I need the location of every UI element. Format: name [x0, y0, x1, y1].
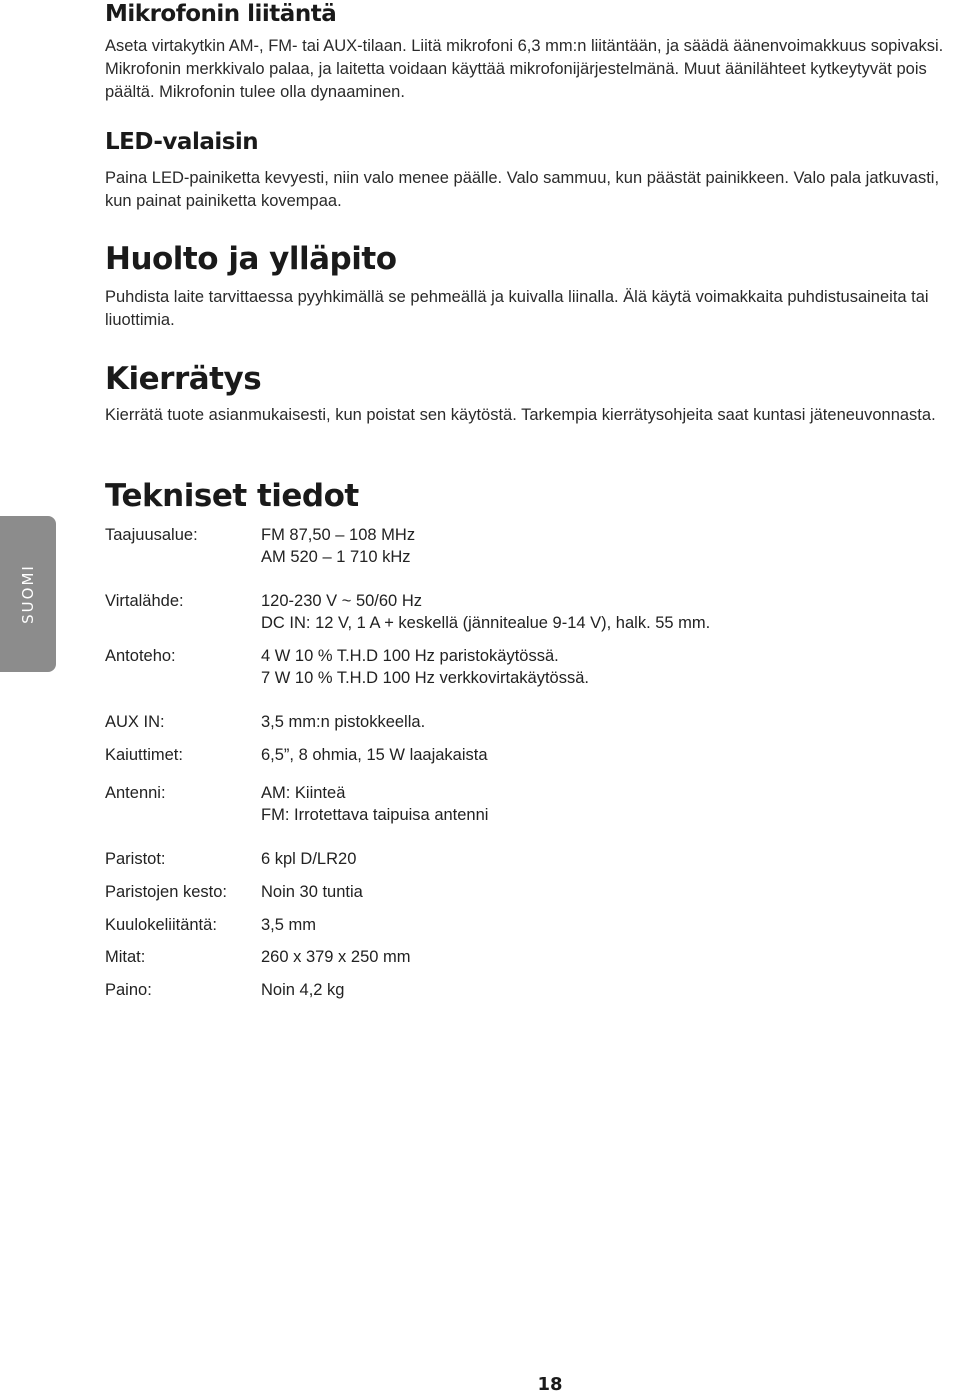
spec-values: [261, 881, 363, 903]
spec-values: [261, 914, 316, 936]
spec-label: Paristojen kesto:: [105, 883, 227, 901]
section-title-mikrofonin-liitanta: Mikrofonin liitäntä: [105, 1, 337, 27]
spec-label: Virtalähde:: [105, 592, 184, 610]
spec-values: [261, 711, 425, 733]
spec-values: [261, 524, 415, 568]
page-number: 18: [537, 1374, 563, 1395]
spec-value: 3,5 mm:n pistokkeella.: [261, 713, 426, 731]
spec-label: Antoteho:: [105, 647, 176, 665]
spec-label: Antenni:: [105, 784, 166, 802]
spec-value: FM 87,50 – 108 MHz: [261, 526, 416, 544]
spec-values: [261, 848, 356, 870]
section-title-tekniset-tiedot: Tekniset tiedot: [105, 478, 359, 514]
spec-value: 6,5”, 8 ohmia, 15 W laajakaista: [261, 746, 488, 764]
spec-value: 3,5 mm: [261, 916, 317, 934]
spec-value: 120-230 V ~ 50/60 Hz: [261, 592, 422, 610]
spec-label: Kaiuttimet:: [105, 746, 183, 764]
language-tab-label: SUOMI: [19, 564, 37, 624]
spec-values: [261, 590, 710, 634]
spec-value: AM: Kiinteä: [261, 784, 346, 802]
spec-value: 7 W 10 % T.H.D 100 Hz verkkovirtakäytössä.: [261, 669, 589, 687]
spec-label: Paino:: [105, 981, 152, 999]
spec-value: AM 520 – 1 710 kHz: [261, 548, 411, 566]
spec-value: DC IN: 12 V, 1 A + keskellä (jännitealue 9-14 V), halk. 55 mm.: [261, 614, 711, 632]
spec-values: [261, 782, 488, 826]
section-body-kierratys: Kierrätä tuote asianmukaisesti, kun poistat sen käytöstä. Tarkempia kierrätysohjeita saat kuntasi jäteneuvonnasta.: [105, 406, 936, 424]
section-title-kierratys: Kierrätys: [105, 361, 262, 397]
spec-value: Noin 30 tuntia: [261, 883, 363, 901]
section-title-huolto: Huolto ja ylläpito: [105, 241, 397, 277]
language-side-tab: [0, 516, 56, 672]
spec-value: Noin 4,2 kg: [261, 981, 345, 999]
spec-value: FM: Irrotettava taipuisa antenni: [261, 806, 489, 824]
spec-values: [261, 979, 344, 1001]
spec-values: [261, 946, 411, 968]
spec-value: 260 x 379 x 250 mm: [261, 948, 411, 966]
spec-values: [261, 645, 589, 689]
section-body-led-valaisin: Paina LED-painiketta kevyesti, niin valo menee päälle. Valo sammuu, kun päästät painikkeen. Valo pala jatkuvasti, kun painat painiketta kovempaa.: [105, 169, 940, 210]
spec-label: Mitat:: [105, 948, 146, 966]
spec-label: Kuulokeliitäntä:: [105, 916, 217, 934]
spec-value: 6 kpl D/LR20: [261, 850, 357, 868]
spec-value: 4 W 10 % T.H.D 100 Hz paristokäytössä.: [261, 647, 559, 665]
spec-values: [261, 744, 488, 766]
spec-label: Paristot:: [105, 850, 166, 868]
section-title-led-valaisin: LED-valaisin: [105, 129, 259, 155]
spec-label: Taajuusalue:: [105, 526, 198, 544]
spec-label: AUX IN:: [105, 713, 165, 731]
section-body-mikrofonin-liitanta: Aseta virtakytkin AM-, FM- tai AUX-tilaan. Liitä mikrofoni 6,3 mm:n liitäntään, ja säädä äänenvoimakkuus sopivaksi. Mikrofonin merkkivalo palaa, ja laitetta voidaan käyttää mikrofonijärjestelmänä. Muut äänilähteet kytkeytyvät pois päältä. Mikrofonin tulee olla dynaaminen.: [105, 37, 944, 101]
section-body-huolto: Puhdista laite tarvittaessa pyyhkimällä se pehmeällä ja kuivalla liinalla. Älä käytä voimakkaita puhdistusaineita tai liuottimia.: [105, 288, 929, 329]
